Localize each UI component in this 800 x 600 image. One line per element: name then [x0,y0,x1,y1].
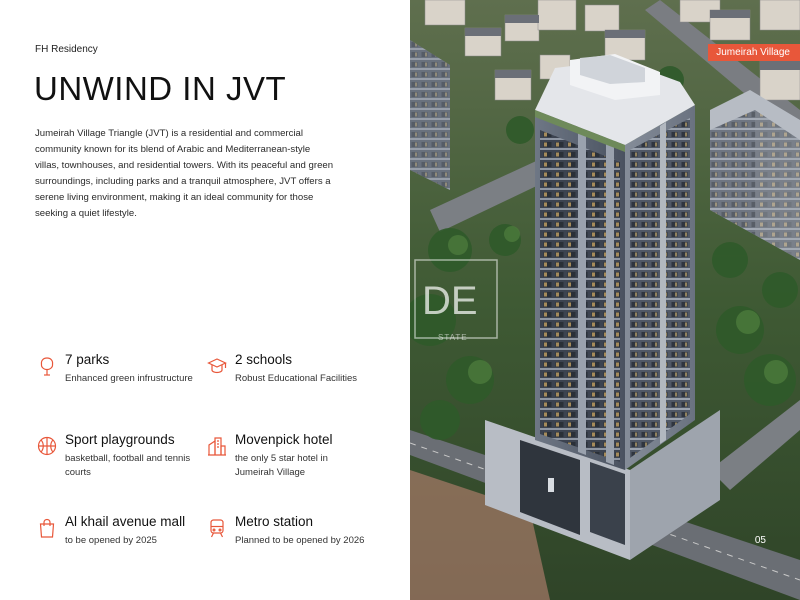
feature-description: the only 5 star hotel in Jumeirah Village [235,453,328,478]
intro-paragraph: Jumeirah Village Triangle (JVT) is a residential and commercial community known for its blend of Arabic and Mediterranean-style villas, townhouses, and residential towers. With its peaceful and green surroundings, including parks and a tranquil atmosphere, JVT offers a serene living environment, making it an ideal community for those seeking a quiet lifestyle. [35,128,334,219]
tower-rendering-image [410,0,800,600]
feature-description: basketball, football and tennis courts [65,453,191,478]
hotel-icon [207,436,227,456]
location-tag: Jumeirah Village [708,44,800,61]
feature-description: Robust Educational Facilities [235,373,357,384]
tree-icon [37,356,57,376]
aerial-view-illustration [410,0,800,600]
shopping-bag-icon [37,518,57,538]
feature-title: Al khail avenue mall [65,514,186,529]
basketball-icon [37,436,57,456]
watermark-text: DE [422,279,478,323]
feature-description: Planned to be opened by 2026 [235,535,365,546]
feature-title: Sport playgrounds [65,432,175,447]
metro-train-icon [207,518,227,538]
watermark-subtext: STATE [438,333,468,342]
graduation-cap-icon [207,356,227,376]
page-number: 05 [754,535,766,546]
feature-description: Enhanced green infrustructure [65,373,193,384]
feature-title: Metro station [235,514,314,529]
feature-description: to be opened by 2025 [65,535,157,546]
page-title: UNWIND IN JVT [34,70,287,107]
brand-name: FH Residency [35,44,98,55]
feature-title: Movenpick hotel [235,432,333,447]
feature-title: 7 parks [65,352,110,367]
feature-title: 2 schools [235,352,293,367]
